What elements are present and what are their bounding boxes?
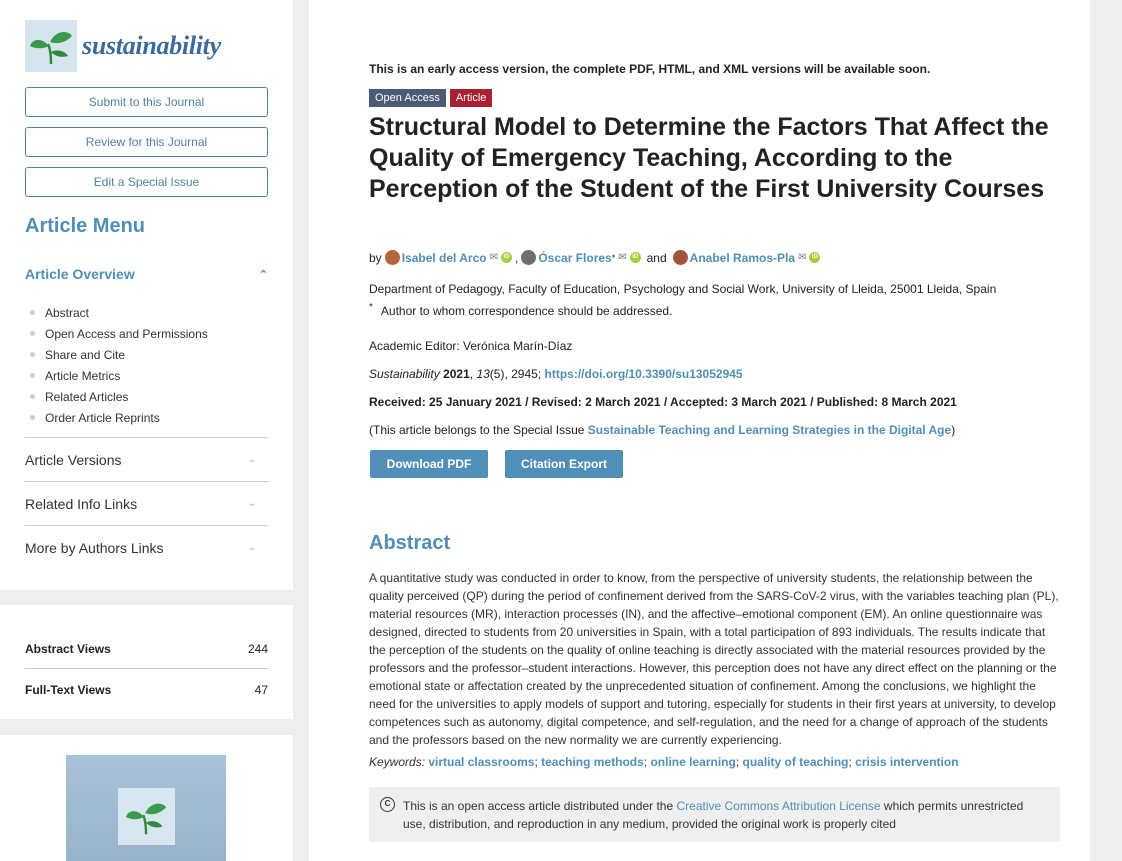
overview-item-open-access[interactable]: Open Access and Permissions <box>30 323 208 344</box>
more-by-authors-label: More by Authors Links <box>25 539 164 556</box>
article-overview-toggle[interactable] <box>25 266 268 282</box>
email-icon[interactable]: ✉ <box>489 252 498 263</box>
abstract-text: A quantitative study was conducted in order to know, from the perspective of university students, the relationship between the quality perceived (QP) during the period of confinement derived from the SARS-CoV-2 virus, with the variables teaching plan (PL), material resources (MR), interaction processes (IN), and the affective–emotional component (EM). An online questionnaire was designed, directed to students from 20 universities in Spain, with a total participation of 893 individuals. The results indicate that the perception of the students on the quality of online teaching is directly associated with the material resources provided by the professors and the professor–student interactions. However, this perception does not have any direct effect on the planning or the emotional state or affectation created by the unprecedented situation of confinement. Among the conclusions, we highlight the need for the universities to apply models of support and tutoring, especially for students in their first years at university, to develop competences such as autonomy, digital competence, and self-regulation, and the need for a change of approach of the students and the professors based on the new normality we are currently experiencing. <box>369 571 1059 747</box>
edit-special-issue-button[interactable]: Edit a Special Issue <box>25 167 268 197</box>
email-icon[interactable]: ✉ <box>618 252 627 263</box>
keyword-link[interactable]: virtual classrooms <box>428 755 535 769</box>
journal-cover-panel <box>0 735 293 861</box>
citation-export-button[interactable]: Citation Export <box>505 450 623 478</box>
early-access-notice: This is an early access version, the complete PDF, HTML, and XML versions will be available soon. <box>369 62 931 76</box>
journal-cover-image[interactable] <box>66 755 226 861</box>
article-versions-label: Article Versions <box>25 451 122 468</box>
author-avatar <box>521 250 536 265</box>
journal-logo[interactable] <box>25 20 221 72</box>
review-for-journal-button[interactable]: Review for this Journal <box>25 127 268 157</box>
author-avatar <box>673 250 688 265</box>
overview-item-metrics[interactable]: Article Metrics <box>30 365 208 386</box>
abstract-views-label: Abstract Views <box>25 642 111 656</box>
chevron-up-icon: ⌃ <box>258 268 268 281</box>
journal-name: sustainability <box>82 31 221 60</box>
citation-line: Sustainability 2021, 13(5), 2945; https://doi.org/10.3390/su13052945 <box>369 367 743 381</box>
orcid-icon[interactable]: iD <box>809 252 820 263</box>
citation-journal: Sustainability <box>369 367 440 381</box>
abstract-views-count: 244 <box>247 642 268 656</box>
related-info-links-toggle[interactable] <box>25 481 268 525</box>
more-by-authors-toggle[interactable] <box>25 525 268 569</box>
abstract-views-row <box>25 642 268 656</box>
cc-license-link[interactable]: Creative Commons Attribution License <box>676 799 881 813</box>
keyword-link[interactable]: teaching methods <box>541 755 644 769</box>
fulltext-views-count: 47 <box>254 683 268 697</box>
overview-item-related[interactable]: Related Articles <box>30 386 208 407</box>
author-link-anabel[interactable]: Anabel Ramos-Pla <box>689 250 796 265</box>
author-link-isabel[interactable]: Isabel del Arco <box>401 250 487 265</box>
bullet-icon <box>30 394 35 399</box>
bullet-icon <box>30 415 35 420</box>
author-link-oscar[interactable]: Óscar Flores <box>538 250 612 265</box>
article-versions-toggle[interactable] <box>25 437 268 481</box>
email-icon[interactable]: ✉ <box>798 252 807 263</box>
fulltext-views-label: Full-Text Views <box>25 683 112 697</box>
article-menu-title: Article Menu <box>25 215 146 237</box>
author-avatar <box>385 250 400 265</box>
citation-issue-pages: (5), 2945; <box>489 367 542 381</box>
affiliation: Department of Pedagogy, Faculty of Education, Psychology and Social Work, University of Lleida, 25001 Lleida, Spain <box>369 282 997 296</box>
article-overview-list <box>30 302 208 428</box>
by-label: by <box>369 250 382 265</box>
article-title: Structural Model to Determine the Factors That Affect the Quality of Emergency Teaching, According to the Perception of the Student of the First University Courses <box>369 113 1049 203</box>
right-gutter <box>1090 0 1122 861</box>
article-type-badge: Article <box>450 89 493 107</box>
correspondence-note: * Author to whom correspondence should be addressed. <box>369 302 673 318</box>
and-label: and <box>646 250 667 265</box>
bullet-icon <box>30 331 35 336</box>
chevron-down-icon: ⌄ <box>247 542 256 553</box>
citation-volume: 13 <box>476 367 490 381</box>
chevron-down-icon: ⌄ <box>247 454 256 465</box>
leaf-logo-icon <box>118 788 175 845</box>
special-issue-note: (This article belongs to the Special Issue Sustainable Teaching and Learning Strategies in the Digital Age) <box>369 423 956 437</box>
correspondence-asterisk: * <box>611 252 616 263</box>
publication-dates: Received: 25 January 2021 / Revised: 2 March 2021 / Accepted: 3 March 2021 / Published: 8 March 2021 <box>369 395 957 409</box>
authors-line: by Isabel del Arco ✉ iD , Óscar Flores * ✉ iD and Anabel Ramos-Pla ✉ iD <box>369 250 823 265</box>
creative-commons-icon: C <box>380 797 395 812</box>
orcid-icon[interactable]: iD <box>501 252 512 263</box>
divider <box>25 668 268 669</box>
open-access-badge: Open Access <box>369 89 446 107</box>
views-panel <box>0 605 293 719</box>
keywords-line: Keywords: virtual classrooms; teaching methods; online learning; quality of teaching; crisis intervention <box>369 755 959 769</box>
academic-editor: Academic Editor: Verónica Marín-Díaz <box>369 339 573 353</box>
chevron-down-icon: ⌄ <box>247 498 256 509</box>
license-box: C This is an open access article distributed under the Creative Commons Attribution License which permits unrestricted use, distribution, and reproduction in any medium, provided the original work is properly cited <box>369 787 1060 842</box>
article-overview-label: Article Overview <box>25 266 135 282</box>
leaf-logo-icon <box>25 20 77 72</box>
citation-year: 2021 <box>443 367 470 381</box>
keywords-label: Keywords: <box>369 755 426 769</box>
overview-item-share-cite[interactable]: Share and Cite <box>30 344 208 365</box>
related-info-links-label: Related Info Links <box>25 495 138 512</box>
keyword-link[interactable]: crisis intervention <box>855 755 959 769</box>
bullet-icon <box>30 373 35 378</box>
article-main <box>309 0 1090 861</box>
article-badges <box>369 89 492 107</box>
fulltext-views-row <box>25 683 268 697</box>
download-pdf-button[interactable]: Download PDF <box>370 450 488 478</box>
overview-item-abstract[interactable]: Abstract <box>30 302 208 323</box>
doi-link[interactable]: https://doi.org/10.3390/su13052945 <box>544 367 743 381</box>
bullet-icon <box>30 352 35 357</box>
orcid-icon[interactable]: iD <box>630 252 641 263</box>
sidebar <box>0 0 293 697</box>
submit-to-journal-button[interactable]: Submit to this Journal <box>25 87 268 117</box>
overview-item-reprints[interactable]: Order Article Reprints <box>30 407 208 428</box>
special-issue-link[interactable]: Sustainable Teaching and Learning Strategies in the Digital Age <box>587 423 952 437</box>
bullet-icon <box>30 310 35 315</box>
sidebar-main-panel <box>0 0 293 590</box>
keyword-link[interactable]: quality of teaching <box>742 755 849 769</box>
abstract-heading: Abstract <box>369 532 451 554</box>
keyword-link[interactable]: online learning <box>650 755 736 769</box>
